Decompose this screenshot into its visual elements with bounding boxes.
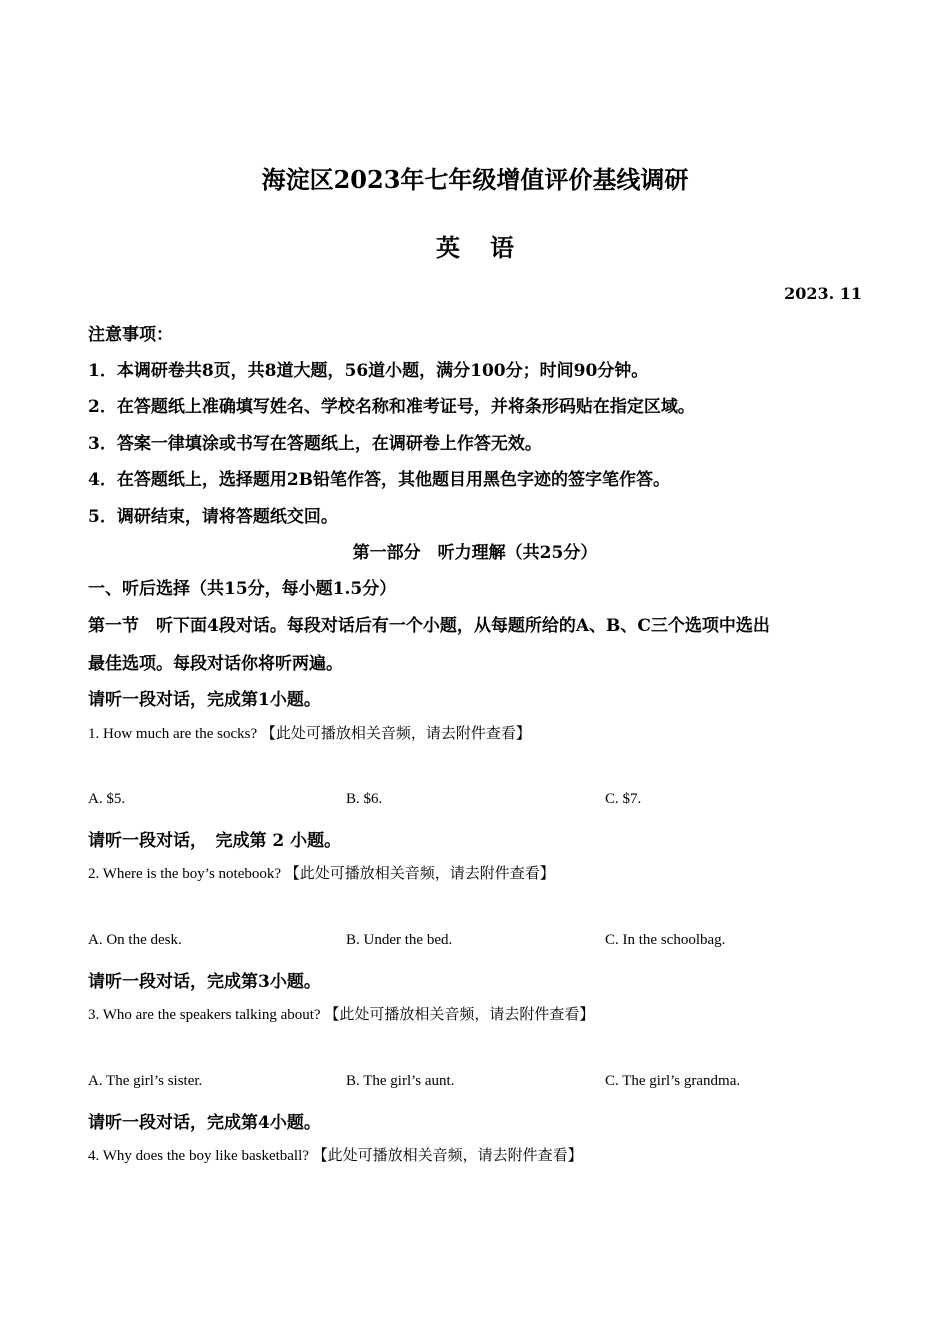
question xyxy=(88,862,555,883)
question xyxy=(88,1003,594,1024)
exam-title: 海淀区2023年七年级增值评价基线调研 xyxy=(261,165,689,194)
option-a: A. The girl’s sister. xyxy=(88,1073,203,1089)
option-b: B. Under the bed. xyxy=(346,932,453,948)
option-c: C. $7. xyxy=(605,791,642,807)
notice-heading: 注意事项： xyxy=(88,325,173,345)
dialogue-prompt: 请听一段对话，完成第3小题。 xyxy=(88,972,321,992)
dialogue-prompt: 请听一段对话，完成第1小题。 xyxy=(88,690,321,710)
question xyxy=(88,722,531,743)
notice-item: 4．在答题纸上，选择题用2B铅笔作答，其他题目用黑色字迹的签字笔作答。 xyxy=(88,470,671,490)
option-b: B. $6. xyxy=(346,791,383,807)
subject-title: 英语 xyxy=(436,233,544,262)
question-text: 1. How much are the socks? xyxy=(88,726,261,742)
question-text: 2. Where is the boy’s notebook? xyxy=(88,866,285,882)
option-b: B. The girl’s aunt. xyxy=(346,1073,455,1089)
audio-note[interactable]: 【此处可播放相关音频，请去附件查看】 xyxy=(312,1146,583,1164)
notice-item: 1．本调研卷共8页，共8道大题，56道小题，满分100分；时间90分钟。 xyxy=(88,361,649,381)
question xyxy=(88,1144,583,1165)
section-intro-line: 第一节 听下面4段对话。每段对话后有一个小题，从每题所给的A、B、C三个选项中选出 xyxy=(88,616,770,636)
notice-item: 3．答案一律填涂或书写在答题纸上，在调研卷上作答无效。 xyxy=(88,434,542,454)
section-heading: 一、听后选择（共15分，每小题1.5分） xyxy=(88,579,397,599)
question-text: 4. Why does the boy like basketball? xyxy=(88,1148,313,1164)
question-text: 3. Who are the speakers talking about? xyxy=(88,1007,325,1023)
option-a: A. On the desk. xyxy=(88,932,182,948)
exam-date: 2023. 11 xyxy=(784,284,862,303)
audio-note[interactable]: 【此处可播放相关音频，请去附件查看】 xyxy=(324,1005,595,1023)
dialogue-prompt: 请听一段对话， 完成第 2 小题。 xyxy=(88,831,342,851)
notice-item: 5．调研结束，请将答题纸交回。 xyxy=(88,507,338,527)
notice-item: 2．在答题纸上准确填写姓名、学校名称和准考证号，并将条形码贴在指定区域。 xyxy=(88,397,695,417)
option-a: A. $5. xyxy=(88,791,126,807)
audio-note[interactable]: 【此处可播放相关音频，请去附件查看】 xyxy=(260,724,531,742)
dialogue-prompt: 请听一段对话，完成第4小题。 xyxy=(88,1113,321,1133)
option-c: C. In the schoolbag. xyxy=(605,932,726,948)
section-intro-line: 最佳选项。每段对话你将听两遍。 xyxy=(88,654,343,674)
option-c: C. The girl’s grandma. xyxy=(605,1073,741,1089)
audio-note[interactable]: 【此处可播放相关音频，请去附件查看】 xyxy=(284,864,555,882)
part-heading: 第一部分 听力理解（共25分） xyxy=(352,543,598,563)
